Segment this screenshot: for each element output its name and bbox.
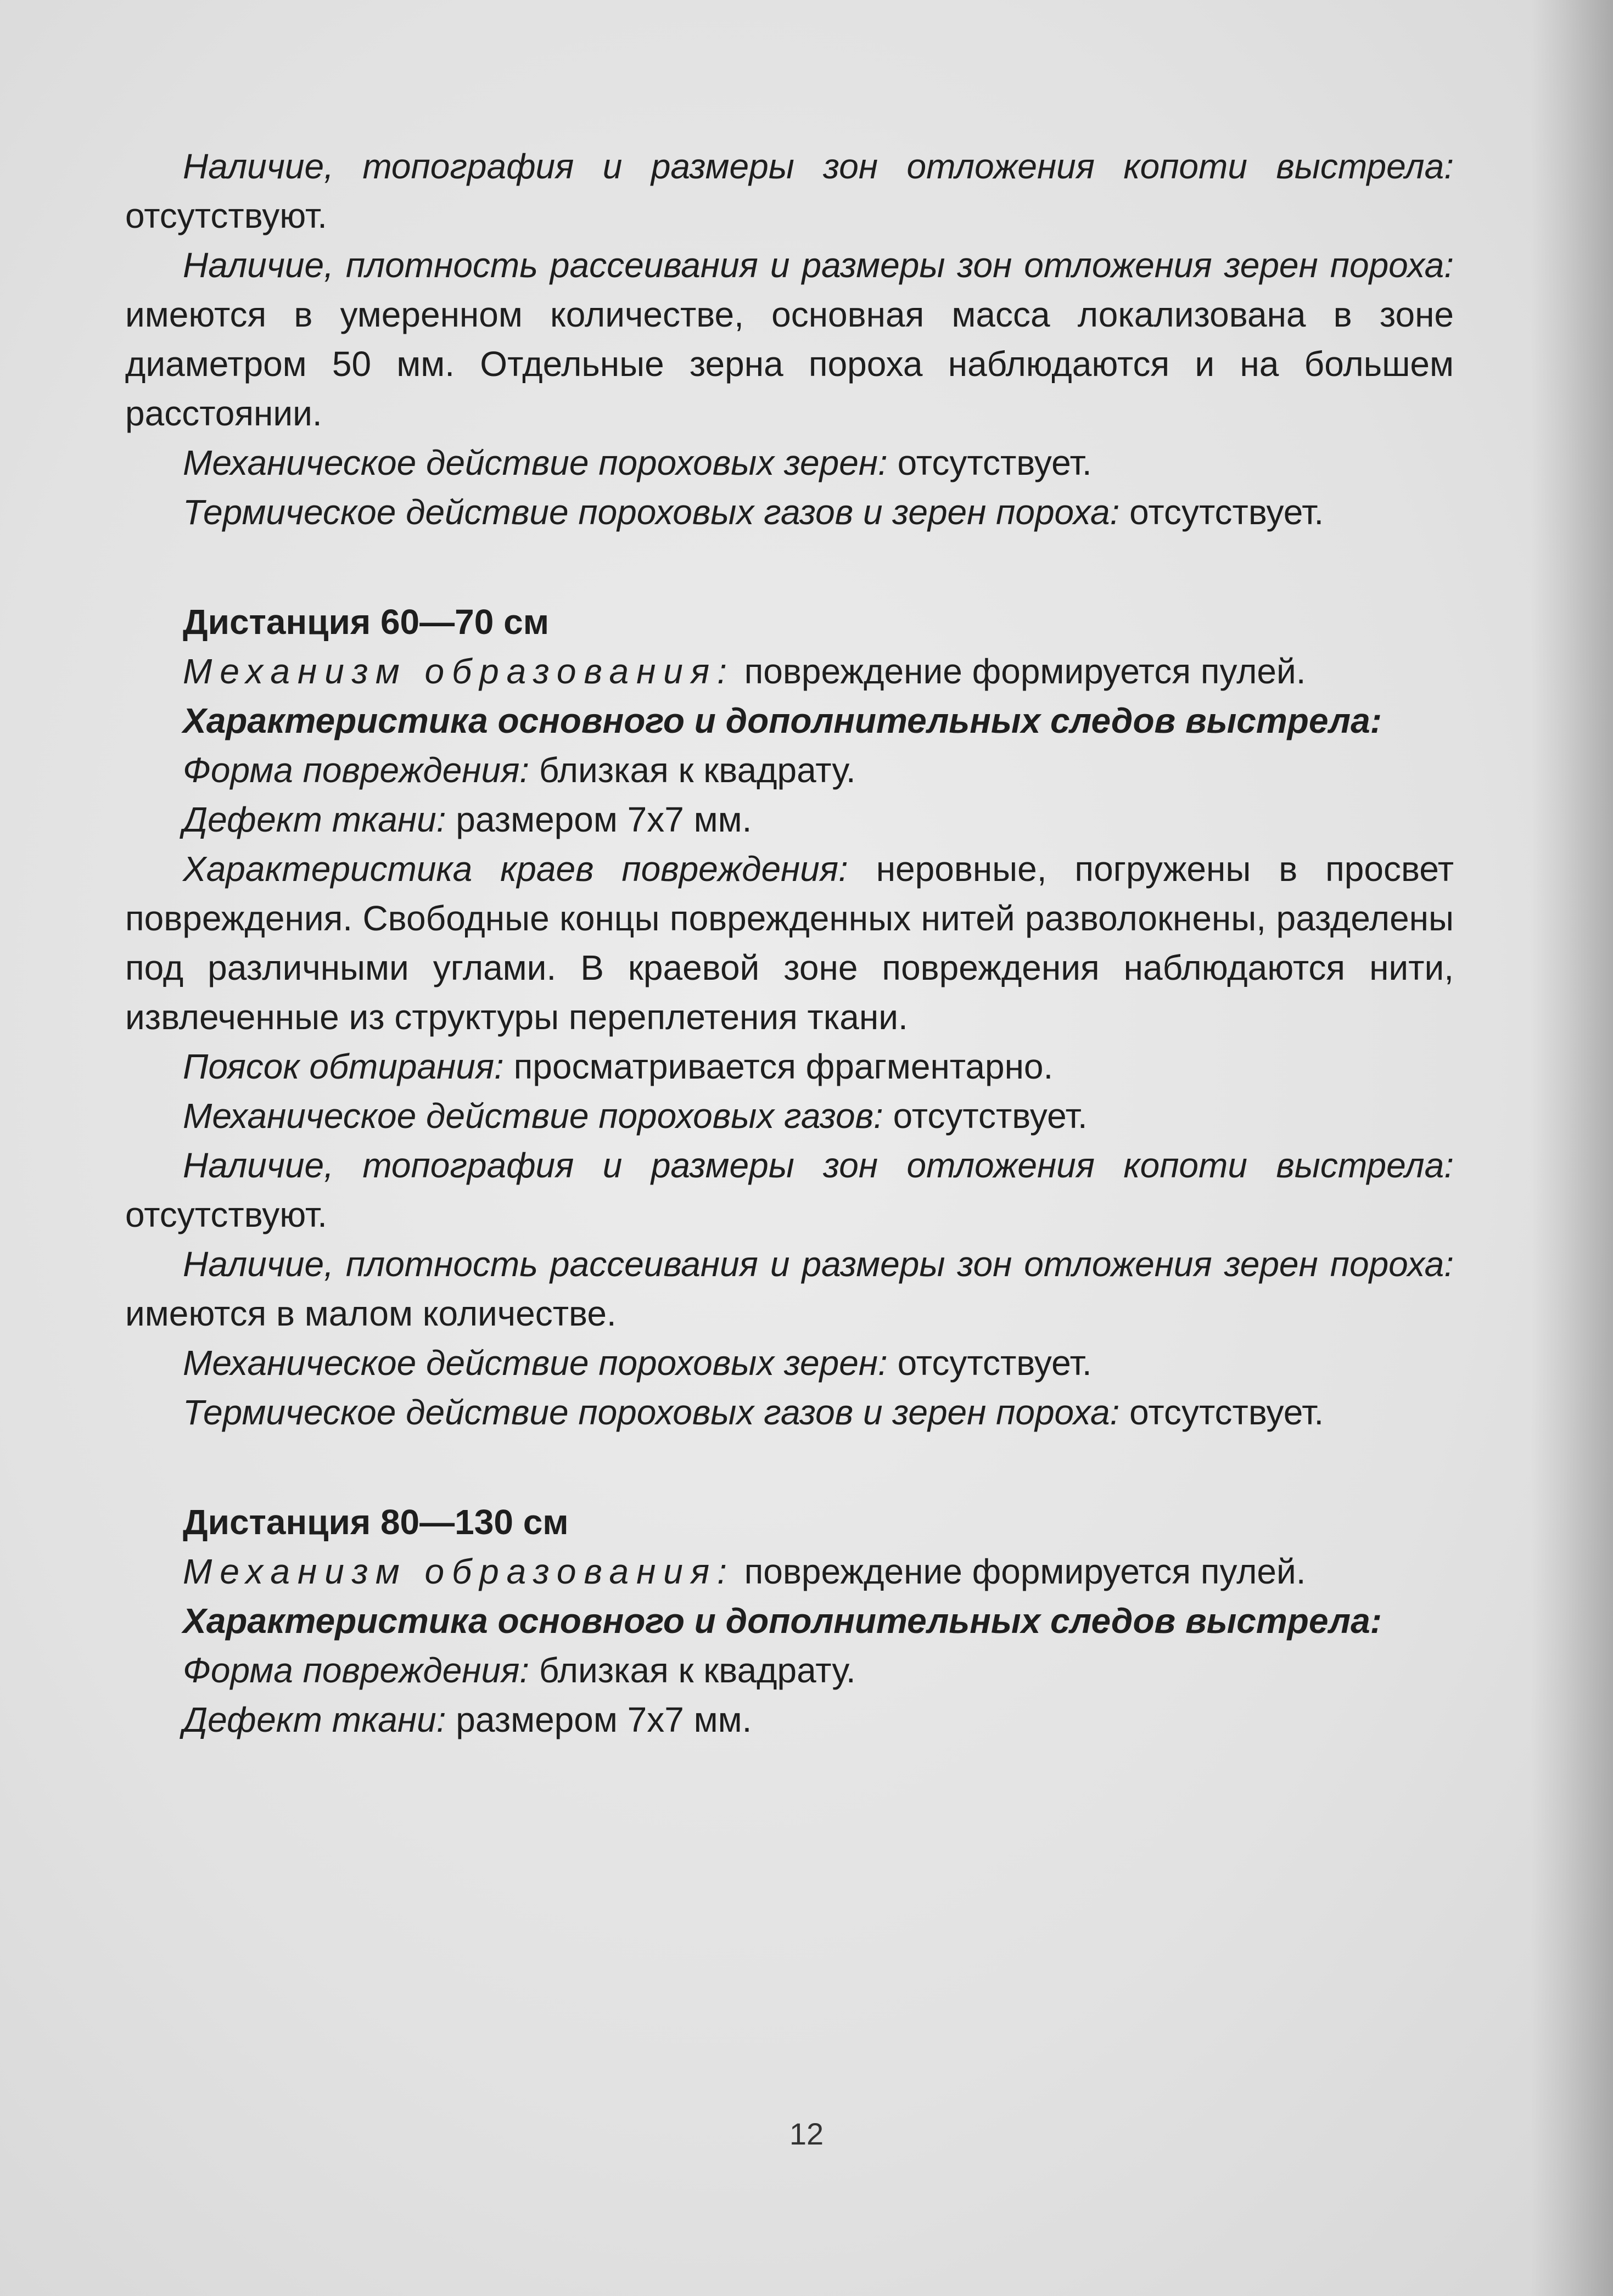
value: отсутствует.	[887, 1343, 1092, 1383]
characteristics-heading: Характеристика основного и дополнительных следов выстрела:	[183, 701, 1382, 740]
value: размером 7х7 мм.	[446, 1700, 752, 1739]
page-number: 12	[789, 2117, 824, 2151]
label: Дефект ткани:	[183, 800, 446, 839]
paragraph-mech-gases	[125, 1091, 1454, 1141]
paragraph-edges	[125, 844, 1454, 1042]
paragraph-defect	[125, 795, 1454, 844]
value: близкая к квадрату.	[529, 750, 856, 790]
value: близкая к квадрату.	[529, 1651, 856, 1690]
label: Наличие, топография и размеры зон отложения копоти выстрела:	[183, 1146, 1454, 1185]
label: Поясок обтирания:	[183, 1047, 504, 1086]
label: Механическое действие пороховых газов:	[183, 1096, 883, 1136]
label: Наличие, плотность рассеивания и размеры зон отложения зерен пороха:	[183, 1244, 1454, 1284]
value: отсутствует.	[887, 443, 1092, 482]
paragraph-wipe-ring	[125, 1042, 1454, 1091]
label: Характеристика краев повреждения:	[183, 849, 848, 889]
value: имеются в умеренном количестве, основная масса локализована в зоне диаметром 50 мм. Отдельные зерна пороха наблюдаются и на большем расстоянии.	[125, 295, 1454, 433]
page-edge-shadow	[1531, 0, 1613, 2296]
paragraph-powder-grains	[125, 240, 1454, 438]
value: размером 7х7 мм.	[446, 800, 752, 839]
paragraph-mechanism	[125, 647, 1454, 696]
paragraph-mech-grains	[125, 438, 1454, 487]
label: Механизм образования:	[183, 652, 735, 691]
value: повреждение формируется пулей.	[734, 652, 1306, 691]
value: отсутствуют.	[125, 1195, 327, 1234]
label: Форма повреждения:	[183, 750, 530, 790]
paragraph-shape	[125, 1646, 1454, 1695]
characteristics-heading: Характеристика основного и дополнительных следов выстрела:	[183, 1601, 1382, 1641]
value: имеются в малом количестве.	[125, 1294, 617, 1333]
label: Форма повреждения:	[183, 1651, 530, 1690]
label: Наличие, плотность рассеивания и размеры зон отложения зерен пороха:	[183, 245, 1454, 285]
paragraph-shape	[125, 745, 1454, 795]
value: отсутствует.	[1119, 492, 1324, 532]
section-heading-80-130: Дистанция 80—130 см	[183, 1502, 569, 1542]
paragraph-mechanism	[125, 1547, 1454, 1596]
value: повреждение формируется пулей.	[734, 1552, 1306, 1591]
paragraph-powder-grains	[125, 1239, 1454, 1338]
section-heading-60-70: Дистанция 60—70 см	[183, 602, 550, 642]
label: Дефект ткани:	[183, 1700, 446, 1739]
paragraph-soot	[125, 142, 1454, 240]
label: Механическое действие пороховых зерен:	[183, 1343, 888, 1383]
value: отсутствует.	[883, 1096, 1088, 1136]
label: Термическое действие пороховых газов и зерен пороха:	[183, 492, 1120, 532]
value: отсутствуют.	[125, 196, 327, 235]
paragraph-defect	[125, 1695, 1454, 1744]
paragraph-thermal	[125, 1388, 1454, 1437]
label: Термическое действие пороховых газов и зерен пороха:	[183, 1393, 1120, 1432]
label: Наличие, топография и размеры зон отложения копоти выстрела:	[183, 147, 1454, 186]
paragraph-mech-grains	[125, 1338, 1454, 1388]
value: просматривается фрагментарно.	[503, 1047, 1054, 1086]
paragraph-soot	[125, 1141, 1454, 1239]
label: Механизм образования:	[183, 1552, 735, 1591]
paragraph-thermal	[125, 487, 1454, 537]
text-block	[125, 142, 1454, 1744]
label: Механическое действие пороховых зерен:	[183, 443, 888, 482]
value: отсутствует.	[1119, 1393, 1324, 1432]
value: неровные, погружены в просвет повреждения. Свободные концы поврежденных нитей разволокнены, разделены под различными углами. В краевой зоне повреждения наблюдаются нити, извлеченные из структуры переплетения ткани.	[125, 849, 1454, 1037]
